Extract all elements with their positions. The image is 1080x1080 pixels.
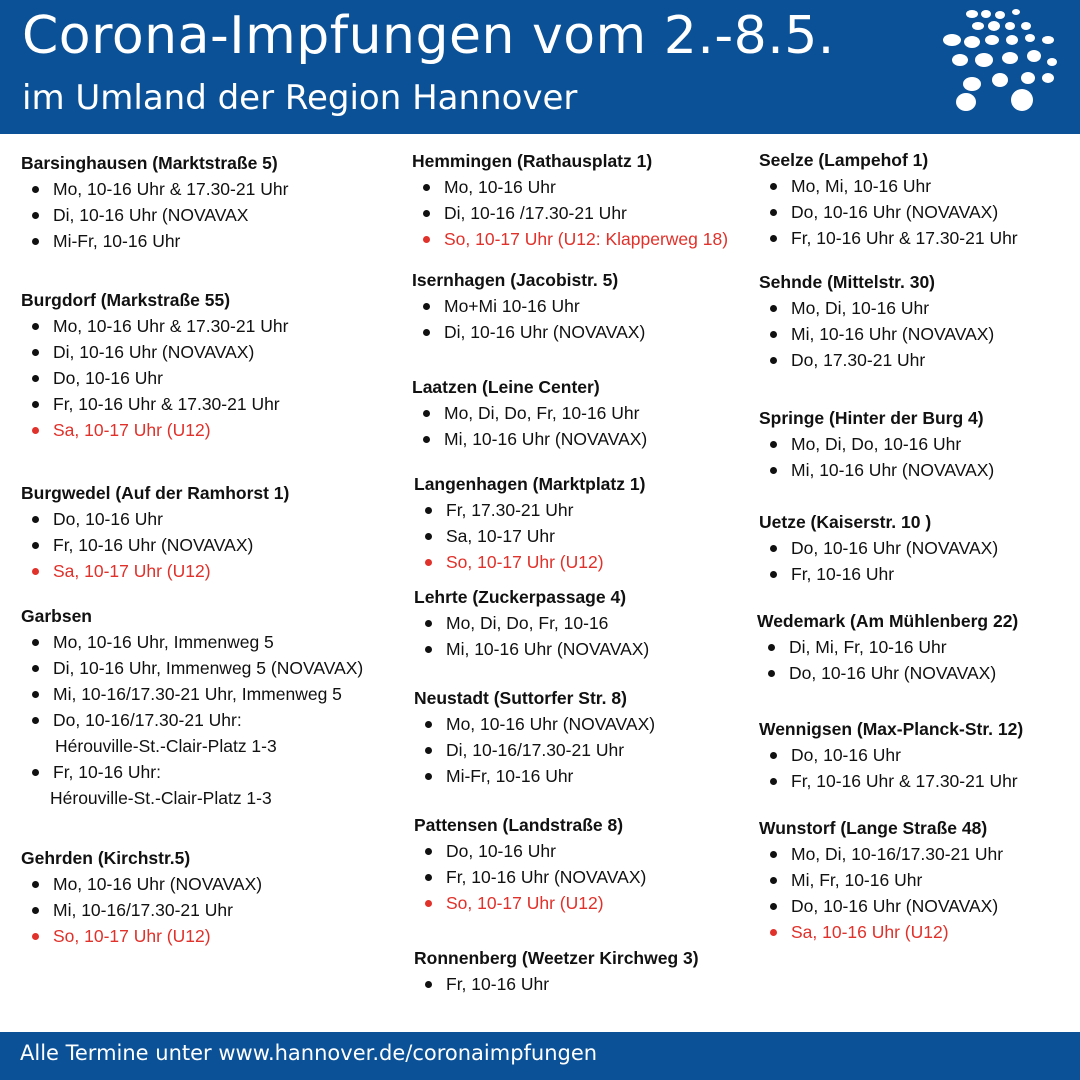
schedule-item: Fr, 10-16 Uhr [759, 561, 998, 587]
location-wedemark [757, 608, 1018, 686]
schedule-item: Do, 17.30-21 Uhr [759, 347, 994, 373]
schedule-item: Do, 10-16/17.30-21 Uhr: [21, 707, 363, 733]
schedule-item: Fr, 10-16 Uhr (NOVAVAX) [414, 864, 646, 890]
schedule-item: Mo, 10-16 Uhr [412, 174, 728, 200]
schedule-item: Di, 10-16/17.30-21 Uhr [414, 737, 655, 763]
location-langenhagen [414, 471, 645, 575]
schedule-item: Fr, 10-16 Uhr [414, 971, 699, 997]
footer-banner [0, 1032, 1080, 1080]
schedule-item: Fr, 10-16 Uhr & 17.30-21 Uhr [21, 391, 288, 417]
schedule-item: Fr, 10-16 Uhr (NOVAVAX) [21, 532, 289, 558]
location-title: Langenhagen (Marktplatz 1) [414, 474, 646, 494]
schedule-item: Mo, 10-16 Uhr, Immenweg 5 [21, 629, 363, 655]
location-ronnenberg [414, 945, 699, 997]
location-title: Wunstorf (Lange Straße 48) [759, 818, 988, 838]
location-gehrden [21, 845, 262, 949]
location-burgdorf [21, 287, 288, 443]
location-barsinghausen [21, 150, 288, 254]
schedule-item: Mo, 10-16 Uhr & 17.30-21 Uhr [21, 313, 288, 339]
schedule-item: Di, 10-16 Uhr (NOVAVAX) [412, 319, 645, 345]
schedule-item: Mi, 10-16/17.30-21 Uhr [21, 897, 262, 923]
schedule-item-u12: So, 10-17 Uhr (U12) [414, 549, 645, 575]
schedule-item: Do, 10-16 Uhr [21, 365, 288, 391]
location-title: Laatzen (Leine Center) [412, 377, 600, 397]
location-title: Burgwedel (Auf der Ramhorst 1) [21, 483, 290, 503]
location-title: Springe (Hinter der Burg 4) [759, 408, 984, 428]
schedule-item: Do, 10-16 Uhr (NOVAVAX) [759, 199, 1018, 225]
location-garbsen [21, 603, 363, 811]
location-wunstorf [759, 815, 1003, 945]
location-title: Sehnde (Mittelstr. 30) [759, 272, 936, 292]
schedule-item: Mo, Di, 10-16/17.30-21 Uhr [759, 841, 1003, 867]
location-title: Garbsen [21, 606, 92, 626]
schedule-item-u12: So, 10-17 Uhr (U12) [21, 923, 262, 949]
schedule-item: Fr, 10-16 Uhr: [21, 759, 363, 785]
header-banner [0, 0, 1080, 134]
schedule-item-u12: Sa, 10-17 Uhr (U12) [21, 558, 289, 584]
schedule-item-u12: So, 10-17 Uhr (U12: Klapperweg 18) [412, 226, 728, 252]
location-title: Uetze (Kaiserstr. 10 ) [759, 512, 932, 532]
schedule-item: Mi, 10-16 Uhr (NOVAVAX) [759, 457, 994, 483]
page-subtitle: im Umland der Region Hannover [22, 78, 578, 118]
schedule-item: Di, 10-16 Uhr (NOVAVAX [21, 202, 288, 228]
location-burgwedel [21, 480, 289, 584]
schedule-item: Mi, 10-16 Uhr (NOVAVAX) [414, 636, 649, 662]
schedule-item: Mo, Di, Do, 10-16 Uhr [759, 431, 994, 457]
schedule-item: Do, 10-16 Uhr (NOVAVAX) [759, 893, 1003, 919]
location-title: Wedemark (Am Mühlenberg 22) [757, 611, 1019, 631]
location-title: Isernhagen (Jacobistr. 5) [412, 270, 619, 290]
schedule-item: Mi-Fr, 10-16 Uhr [21, 228, 288, 254]
schedule-item-continuation: Hérouville-St.-Clair-Platz 1-3 [50, 788, 272, 808]
location-title: Gehrden (Kirchstr.5) [21, 848, 191, 868]
schedule-item: Fr, 17.30-21 Uhr [414, 497, 645, 523]
location-title: Barsinghausen (Marktstraße 5) [21, 153, 278, 173]
schedule-item: Mo, Mi, 10-16 Uhr [759, 173, 1018, 199]
schedule-item: Mi, 10-16 Uhr (NOVAVAX) [412, 426, 647, 452]
schedule-item: Do, 10-16 Uhr (NOVAVAX) [759, 535, 998, 561]
schedule-item-u12: Sa, 10-16 Uhr (U12) [759, 919, 1003, 945]
location-title: Pattensen (Landstraße 8) [414, 815, 624, 835]
schedule-item: Di, 10-16 Uhr, Immenweg 5 (NOVAVAX) [21, 655, 363, 681]
location-seelze [759, 147, 1018, 251]
location-uetze [759, 509, 998, 587]
location-laatzen [412, 374, 647, 452]
schedule-item: Mo, 10-16 Uhr (NOVAVAX) [21, 871, 262, 897]
schedule-item: Mo, 10-16 Uhr (NOVAVAX) [414, 711, 655, 737]
dots-logo-icon [930, 6, 1060, 116]
schedule-item: Fr, 10-16 Uhr & 17.30-21 Uhr [759, 768, 1023, 794]
schedule-item-u12: Sa, 10-17 Uhr (U12) [21, 417, 288, 443]
schedule-item: Do, 10-16 Uhr [759, 742, 1023, 768]
footer-link-text: Alle Termine unter www.hannover.de/coronaimpfungen [20, 1041, 598, 1065]
location-wennigsen [759, 716, 1023, 794]
schedule-item: Do, 10-16 Uhr [414, 838, 646, 864]
schedule-item: Di, 10-16 /17.30-21 Uhr [412, 200, 728, 226]
schedule-item-u12: So, 10-17 Uhr (U12) [414, 890, 646, 916]
schedule-item: Mo, Di, 10-16 Uhr [759, 295, 994, 321]
location-title: Burgdorf (Markstraße 55) [21, 290, 231, 310]
schedule-item: Di, Mi, Fr, 10-16 Uhr [757, 634, 1018, 660]
schedule-item: Mi, 10-16/17.30-21 Uhr, Immenweg 5 [21, 681, 363, 707]
location-title: Seelze (Lampehof 1) [759, 150, 929, 170]
location-pattensen [414, 812, 646, 916]
schedule-item: Mi-Fr, 10-16 Uhr [414, 763, 655, 789]
location-isernhagen [412, 267, 645, 345]
schedule-item-continuation: Hérouville-St.-Clair-Platz 1-3 [55, 736, 277, 756]
schedule-item: Mo+Mi 10-16 Uhr [412, 293, 645, 319]
schedule-item: Do, 10-16 Uhr (NOVAVAX) [757, 660, 1018, 686]
schedule-item: Do, 10-16 Uhr [21, 506, 289, 532]
schedule-item: Mo, 10-16 Uhr & 17.30-21 Uhr [21, 176, 288, 202]
location-sehnde [759, 269, 994, 373]
location-springe [759, 405, 994, 483]
location-neustadt [414, 685, 655, 789]
location-title: Hemmingen (Rathausplatz 1) [412, 151, 653, 171]
location-title: Wennigsen (Max-Planck-Str. 12) [759, 719, 1024, 739]
location-title: Lehrte (Zuckerpassage 4) [414, 587, 627, 607]
schedule-item: Fr, 10-16 Uhr & 17.30-21 Uhr [759, 225, 1018, 251]
schedule-item: Mo, Di, Do, Fr, 10-16 [414, 610, 649, 636]
location-lehrte [414, 584, 649, 662]
location-title: Neustadt (Suttorfer Str. 8) [414, 688, 627, 708]
page-title: Corona-Impfungen vom 2.-8.5. [22, 6, 835, 66]
schedule-item: Di, 10-16 Uhr (NOVAVAX) [21, 339, 288, 365]
schedule-item: Sa, 10-17 Uhr [414, 523, 645, 549]
schedule-item: Mi, Fr, 10-16 Uhr [759, 867, 1003, 893]
location-title: Ronnenberg (Weetzer Kirchweg 3) [414, 948, 699, 968]
schedule-item: Mo, Di, Do, Fr, 10-16 Uhr [412, 400, 647, 426]
location-hemmingen [412, 148, 728, 252]
schedule-item: Mi, 10-16 Uhr (NOVAVAX) [759, 321, 994, 347]
